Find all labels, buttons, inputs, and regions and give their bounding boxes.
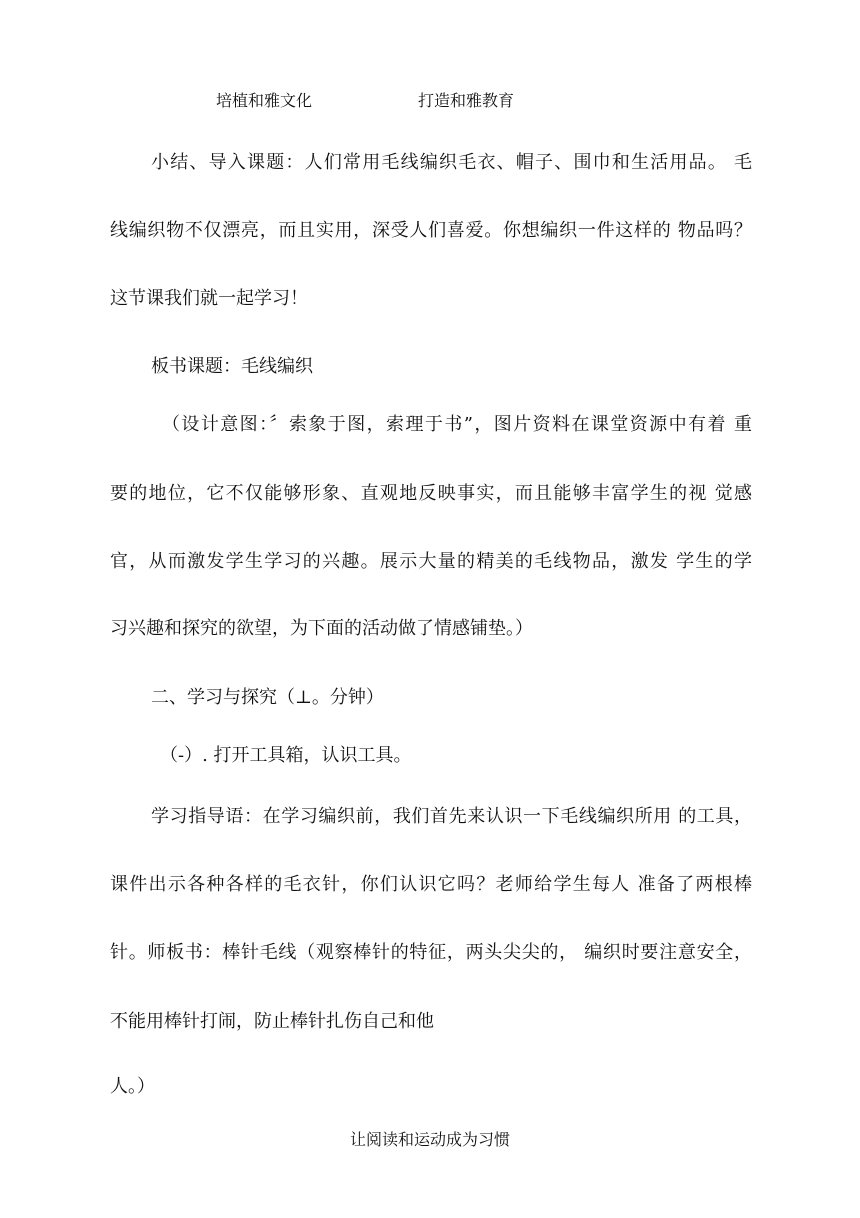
page-footer: 让阅读和运动成为习惯 bbox=[349, 1130, 510, 1149]
subsection-heading: （-）. 打开工具箱，认识工具。 bbox=[160, 745, 412, 766]
section-heading: 二、学习与探究（⊥。分钟） bbox=[151, 687, 384, 708]
paragraph-line: 不能用棒针打闹，防止棒针扎伤自己和他 bbox=[110, 1011, 434, 1032]
paragraph-line: 要的地位，它不仅能够形象、直观地反映事实，而且能够丰富学生的视 觉感 bbox=[110, 483, 752, 504]
paragraph-line: 这节课我们就一起学习！ bbox=[110, 288, 308, 309]
paragraph-line: （设计意图：〞索象于图，索理于书”，图片资料在课堂资源中有着 重 bbox=[162, 414, 752, 435]
paragraph-line: 官，从而激发学生学习的兴趣。展示大量的精美的毛线物品，激发 学生的学 bbox=[110, 551, 752, 572]
paragraph-line: 线编织物不仅漂亮，而且实用，深受人们喜爱。你想编织一件这样的 物品吗？ bbox=[110, 220, 752, 241]
header-motto-right: 打造和雅教育 bbox=[418, 91, 515, 110]
paragraph-line: 小结、导入课题：人们常用毛线编织毛衣、帽子、围巾和生活用品。 毛 bbox=[151, 152, 752, 173]
page-header bbox=[0, 88, 860, 112]
paragraph-line: 针。师板书：棒针毛线（观察棒针的特征，两头尖尖的， 编织时要注意安全， bbox=[110, 942, 752, 963]
paragraph-line: 课件出示各种各样的毛衣针，你们认识它吗？老师给学生每人 准备了两根棒 bbox=[110, 874, 752, 895]
paragraph-line: 人。） bbox=[110, 1076, 155, 1097]
paragraph-line: 学习指导语：在学习编织前，我们首先来认识一下毛线编织所用 的工具， bbox=[151, 806, 752, 827]
header-motto-left: 培植和雅文化 bbox=[216, 91, 313, 110]
paragraph-line: 习兴趣和探究的欲望，为下面的活动做了情感铺垫。） bbox=[110, 618, 533, 639]
paragraph-line: 板书课题：毛线编织 bbox=[151, 356, 313, 377]
